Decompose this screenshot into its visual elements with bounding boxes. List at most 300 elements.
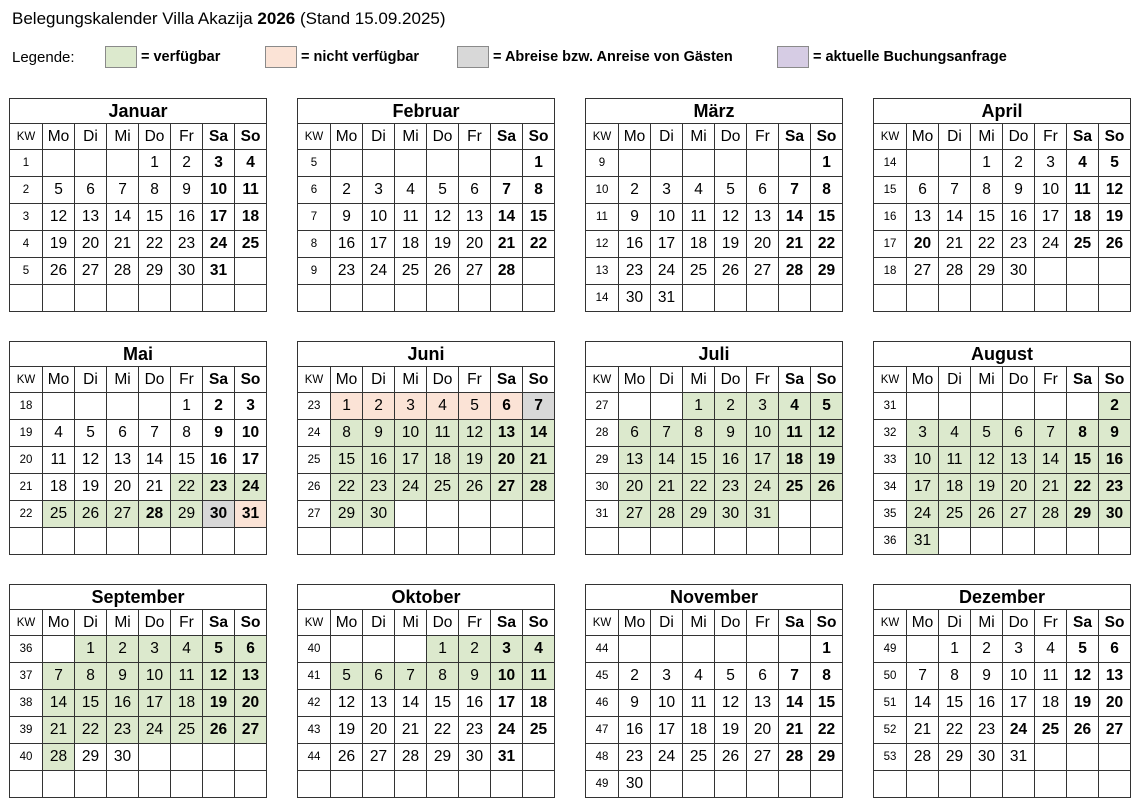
day-cell[interactable]: 2 bbox=[971, 636, 1003, 663]
day-cell[interactable]: 20 bbox=[363, 717, 395, 744]
day-cell[interactable]: 14 bbox=[395, 690, 427, 717]
day-cell[interactable]: 24 bbox=[747, 474, 779, 501]
day-cell[interactable]: 24 bbox=[235, 474, 267, 501]
day-cell[interactable]: 5 bbox=[331, 663, 363, 690]
day-cell[interactable]: 31 bbox=[491, 744, 523, 771]
day-cell[interactable]: 7 bbox=[651, 420, 683, 447]
day-cell[interactable]: 3 bbox=[651, 663, 683, 690]
day-cell[interactable]: 3 bbox=[1035, 150, 1067, 177]
day-cell[interactable]: 17 bbox=[139, 690, 171, 717]
day-cell[interactable]: 27 bbox=[907, 258, 939, 285]
day-cell[interactable]: 13 bbox=[491, 420, 523, 447]
day-cell[interactable]: 24 bbox=[1035, 231, 1067, 258]
day-cell[interactable]: 7 bbox=[779, 177, 811, 204]
day-cell[interactable]: 3 bbox=[651, 177, 683, 204]
day-cell[interactable]: 10 bbox=[1035, 177, 1067, 204]
day-cell[interactable]: 4 bbox=[683, 177, 715, 204]
day-cell[interactable]: 26 bbox=[971, 501, 1003, 528]
day-cell[interactable]: 16 bbox=[971, 690, 1003, 717]
day-cell[interactable]: 10 bbox=[907, 447, 939, 474]
day-cell[interactable]: 8 bbox=[331, 420, 363, 447]
day-cell[interactable]: 10 bbox=[747, 420, 779, 447]
day-cell[interactable]: 7 bbox=[395, 663, 427, 690]
day-cell[interactable]: 4 bbox=[43, 420, 75, 447]
day-cell[interactable]: 3 bbox=[235, 393, 267, 420]
day-cell[interactable]: 7 bbox=[139, 420, 171, 447]
day-cell[interactable]: 9 bbox=[459, 663, 491, 690]
day-cell[interactable]: 8 bbox=[523, 177, 555, 204]
day-cell[interactable]: 21 bbox=[491, 231, 523, 258]
day-cell[interactable]: 6 bbox=[459, 177, 491, 204]
day-cell[interactable]: 8 bbox=[1067, 420, 1099, 447]
day-cell[interactable]: 17 bbox=[235, 447, 267, 474]
day-cell[interactable]: 28 bbox=[491, 258, 523, 285]
day-cell[interactable]: 22 bbox=[171, 474, 203, 501]
day-cell[interactable]: 29 bbox=[139, 258, 171, 285]
day-cell[interactable]: 22 bbox=[523, 231, 555, 258]
day-cell[interactable]: 7 bbox=[43, 663, 75, 690]
day-cell[interactable]: 3 bbox=[491, 636, 523, 663]
day-cell[interactable]: 12 bbox=[1099, 177, 1131, 204]
day-cell[interactable]: 22 bbox=[939, 717, 971, 744]
day-cell[interactable]: 2 bbox=[1099, 393, 1131, 420]
day-cell[interactable]: 21 bbox=[395, 717, 427, 744]
day-cell[interactable]: 16 bbox=[619, 717, 651, 744]
day-cell[interactable]: 15 bbox=[331, 447, 363, 474]
day-cell[interactable]: 8 bbox=[139, 177, 171, 204]
day-cell[interactable]: 26 bbox=[331, 744, 363, 771]
day-cell[interactable]: 25 bbox=[523, 717, 555, 744]
day-cell[interactable]: 19 bbox=[971, 474, 1003, 501]
day-cell[interactable]: 9 bbox=[203, 420, 235, 447]
day-cell[interactable]: 4 bbox=[1035, 636, 1067, 663]
day-cell[interactable]: 6 bbox=[75, 177, 107, 204]
day-cell[interactable]: 15 bbox=[811, 690, 843, 717]
day-cell[interactable]: 5 bbox=[1099, 150, 1131, 177]
day-cell[interactable]: 16 bbox=[331, 231, 363, 258]
day-cell[interactable]: 1 bbox=[683, 393, 715, 420]
day-cell[interactable]: 20 bbox=[107, 474, 139, 501]
day-cell[interactable]: 24 bbox=[203, 231, 235, 258]
day-cell[interactable]: 4 bbox=[523, 636, 555, 663]
day-cell[interactable]: 21 bbox=[907, 717, 939, 744]
day-cell[interactable]: 28 bbox=[651, 501, 683, 528]
day-cell[interactable]: 28 bbox=[907, 744, 939, 771]
day-cell[interactable]: 23 bbox=[1099, 474, 1131, 501]
day-cell[interactable]: 5 bbox=[971, 420, 1003, 447]
day-cell[interactable]: 8 bbox=[171, 420, 203, 447]
day-cell[interactable]: 3 bbox=[395, 393, 427, 420]
day-cell[interactable]: 18 bbox=[683, 231, 715, 258]
day-cell[interactable]: 28 bbox=[939, 258, 971, 285]
day-cell[interactable]: 24 bbox=[651, 258, 683, 285]
day-cell[interactable]: 23 bbox=[203, 474, 235, 501]
day-cell[interactable]: 22 bbox=[1067, 474, 1099, 501]
day-cell[interactable]: 9 bbox=[363, 420, 395, 447]
day-cell[interactable]: 20 bbox=[1099, 690, 1131, 717]
day-cell[interactable]: 4 bbox=[779, 393, 811, 420]
day-cell[interactable]: 1 bbox=[75, 636, 107, 663]
day-cell[interactable]: 2 bbox=[619, 663, 651, 690]
day-cell[interactable]: 23 bbox=[715, 474, 747, 501]
day-cell[interactable]: 24 bbox=[139, 717, 171, 744]
day-cell[interactable]: 19 bbox=[427, 231, 459, 258]
day-cell[interactable]: 27 bbox=[459, 258, 491, 285]
day-cell[interactable]: 4 bbox=[1067, 150, 1099, 177]
day-cell[interactable]: 18 bbox=[779, 447, 811, 474]
day-cell[interactable]: 17 bbox=[203, 204, 235, 231]
day-cell[interactable]: 7 bbox=[107, 177, 139, 204]
day-cell[interactable]: 21 bbox=[779, 717, 811, 744]
day-cell[interactable]: 9 bbox=[715, 420, 747, 447]
day-cell[interactable]: 22 bbox=[811, 717, 843, 744]
day-cell[interactable]: 30 bbox=[619, 285, 651, 312]
day-cell[interactable]: 12 bbox=[427, 204, 459, 231]
day-cell[interactable]: 8 bbox=[811, 663, 843, 690]
day-cell[interactable]: 3 bbox=[747, 393, 779, 420]
day-cell[interactable]: 30 bbox=[459, 744, 491, 771]
day-cell[interactable]: 26 bbox=[811, 474, 843, 501]
day-cell[interactable]: 1 bbox=[939, 636, 971, 663]
day-cell[interactable]: 6 bbox=[1003, 420, 1035, 447]
day-cell[interactable]: 13 bbox=[747, 690, 779, 717]
day-cell[interactable]: 17 bbox=[907, 474, 939, 501]
day-cell[interactable]: 10 bbox=[651, 690, 683, 717]
day-cell[interactable]: 28 bbox=[779, 744, 811, 771]
day-cell[interactable]: 17 bbox=[747, 447, 779, 474]
day-cell[interactable]: 16 bbox=[1099, 447, 1131, 474]
day-cell[interactable]: 26 bbox=[427, 258, 459, 285]
day-cell[interactable]: 11 bbox=[171, 663, 203, 690]
day-cell[interactable]: 3 bbox=[907, 420, 939, 447]
day-cell[interactable]: 9 bbox=[619, 690, 651, 717]
day-cell[interactable]: 19 bbox=[811, 447, 843, 474]
day-cell[interactable]: 8 bbox=[811, 177, 843, 204]
day-cell[interactable]: 27 bbox=[747, 744, 779, 771]
day-cell[interactable]: 19 bbox=[203, 690, 235, 717]
day-cell[interactable]: 10 bbox=[203, 177, 235, 204]
day-cell[interactable]: 4 bbox=[171, 636, 203, 663]
day-cell[interactable]: 27 bbox=[363, 744, 395, 771]
day-cell[interactable]: 7 bbox=[491, 177, 523, 204]
day-cell[interactable]: 15 bbox=[171, 447, 203, 474]
day-cell[interactable]: 31 bbox=[1003, 744, 1035, 771]
day-cell[interactable]: 15 bbox=[971, 204, 1003, 231]
day-cell[interactable]: 23 bbox=[619, 744, 651, 771]
day-cell[interactable]: 18 bbox=[523, 690, 555, 717]
day-cell[interactable]: 20 bbox=[491, 447, 523, 474]
day-cell[interactable]: 5 bbox=[715, 663, 747, 690]
day-cell[interactable]: 11 bbox=[523, 663, 555, 690]
day-cell[interactable]: 28 bbox=[1035, 501, 1067, 528]
day-cell[interactable]: 12 bbox=[715, 204, 747, 231]
day-cell[interactable]: 9 bbox=[619, 204, 651, 231]
day-cell[interactable]: 19 bbox=[75, 474, 107, 501]
day-cell[interactable]: 25 bbox=[427, 474, 459, 501]
day-cell[interactable]: 16 bbox=[715, 447, 747, 474]
day-cell[interactable]: 26 bbox=[1099, 231, 1131, 258]
day-cell[interactable]: 30 bbox=[107, 744, 139, 771]
day-cell[interactable]: 1 bbox=[811, 150, 843, 177]
day-cell[interactable]: 10 bbox=[235, 420, 267, 447]
day-cell[interactable]: 23 bbox=[363, 474, 395, 501]
day-cell[interactable]: 1 bbox=[139, 150, 171, 177]
day-cell[interactable]: 31 bbox=[651, 285, 683, 312]
day-cell[interactable]: 2 bbox=[715, 393, 747, 420]
day-cell[interactable]: 12 bbox=[715, 690, 747, 717]
day-cell[interactable]: 15 bbox=[75, 690, 107, 717]
day-cell[interactable]: 19 bbox=[43, 231, 75, 258]
day-cell[interactable]: 11 bbox=[683, 690, 715, 717]
day-cell[interactable]: 24 bbox=[651, 744, 683, 771]
day-cell[interactable]: 28 bbox=[395, 744, 427, 771]
day-cell[interactable]: 1 bbox=[171, 393, 203, 420]
day-cell[interactable]: 23 bbox=[171, 231, 203, 258]
day-cell[interactable]: 29 bbox=[1067, 501, 1099, 528]
day-cell[interactable]: 3 bbox=[1003, 636, 1035, 663]
day-cell[interactable]: 24 bbox=[395, 474, 427, 501]
day-cell[interactable]: 13 bbox=[363, 690, 395, 717]
day-cell[interactable]: 29 bbox=[75, 744, 107, 771]
day-cell[interactable]: 22 bbox=[811, 231, 843, 258]
day-cell[interactable]: 29 bbox=[971, 258, 1003, 285]
day-cell[interactable]: 24 bbox=[491, 717, 523, 744]
day-cell[interactable]: 24 bbox=[1003, 717, 1035, 744]
day-cell[interactable]: 29 bbox=[811, 744, 843, 771]
day-cell[interactable]: 31 bbox=[907, 528, 939, 555]
day-cell[interactable]: 10 bbox=[139, 663, 171, 690]
day-cell[interactable]: 12 bbox=[971, 447, 1003, 474]
day-cell[interactable]: 7 bbox=[939, 177, 971, 204]
day-cell[interactable]: 11 bbox=[395, 204, 427, 231]
day-cell[interactable]: 13 bbox=[1099, 663, 1131, 690]
day-cell[interactable]: 13 bbox=[75, 204, 107, 231]
day-cell[interactable]: 14 bbox=[139, 447, 171, 474]
day-cell[interactable]: 30 bbox=[619, 771, 651, 798]
day-cell[interactable]: 9 bbox=[1099, 420, 1131, 447]
day-cell[interactable]: 9 bbox=[107, 663, 139, 690]
day-cell[interactable]: 14 bbox=[107, 204, 139, 231]
day-cell[interactable]: 10 bbox=[651, 204, 683, 231]
day-cell[interactable]: 7 bbox=[523, 393, 555, 420]
day-cell[interactable]: 3 bbox=[203, 150, 235, 177]
day-cell[interactable]: 28 bbox=[139, 501, 171, 528]
day-cell[interactable]: 5 bbox=[75, 420, 107, 447]
day-cell[interactable]: 7 bbox=[907, 663, 939, 690]
day-cell[interactable]: 16 bbox=[171, 204, 203, 231]
day-cell[interactable]: 14 bbox=[779, 690, 811, 717]
day-cell[interactable]: 12 bbox=[1067, 663, 1099, 690]
day-cell[interactable]: 13 bbox=[619, 447, 651, 474]
day-cell[interactable]: 1 bbox=[427, 636, 459, 663]
day-cell[interactable]: 13 bbox=[459, 204, 491, 231]
day-cell[interactable]: 23 bbox=[107, 717, 139, 744]
day-cell[interactable]: 5 bbox=[43, 177, 75, 204]
day-cell[interactable]: 31 bbox=[203, 258, 235, 285]
day-cell[interactable]: 11 bbox=[1035, 663, 1067, 690]
day-cell[interactable]: 20 bbox=[75, 231, 107, 258]
day-cell[interactable]: 14 bbox=[651, 447, 683, 474]
day-cell[interactable]: 15 bbox=[811, 204, 843, 231]
day-cell[interactable]: 18 bbox=[171, 690, 203, 717]
day-cell[interactable]: 5 bbox=[203, 636, 235, 663]
day-cell[interactable]: 21 bbox=[1035, 474, 1067, 501]
day-cell[interactable]: 20 bbox=[747, 231, 779, 258]
day-cell[interactable]: 3 bbox=[363, 177, 395, 204]
day-cell[interactable]: 30 bbox=[171, 258, 203, 285]
day-cell[interactable]: 15 bbox=[939, 690, 971, 717]
day-cell[interactable]: 27 bbox=[491, 474, 523, 501]
day-cell[interactable]: 8 bbox=[971, 177, 1003, 204]
day-cell[interactable]: 21 bbox=[939, 231, 971, 258]
day-cell[interactable]: 5 bbox=[1067, 636, 1099, 663]
day-cell[interactable]: 14 bbox=[491, 204, 523, 231]
day-cell[interactable]: 5 bbox=[715, 177, 747, 204]
day-cell[interactable]: 23 bbox=[459, 717, 491, 744]
day-cell[interactable]: 4 bbox=[235, 150, 267, 177]
day-cell[interactable]: 27 bbox=[75, 258, 107, 285]
day-cell[interactable]: 14 bbox=[1035, 447, 1067, 474]
day-cell[interactable]: 21 bbox=[779, 231, 811, 258]
day-cell[interactable]: 18 bbox=[683, 717, 715, 744]
day-cell[interactable]: 26 bbox=[715, 744, 747, 771]
day-cell[interactable]: 30 bbox=[1003, 258, 1035, 285]
day-cell[interactable]: 12 bbox=[203, 663, 235, 690]
day-cell[interactable]: 18 bbox=[235, 204, 267, 231]
day-cell[interactable]: 25 bbox=[779, 474, 811, 501]
day-cell[interactable]: 29 bbox=[939, 744, 971, 771]
day-cell[interactable]: 4 bbox=[427, 393, 459, 420]
day-cell[interactable]: 24 bbox=[363, 258, 395, 285]
day-cell[interactable]: 2 bbox=[1003, 150, 1035, 177]
day-cell[interactable]: 30 bbox=[1099, 501, 1131, 528]
day-cell[interactable]: 19 bbox=[331, 717, 363, 744]
day-cell[interactable]: 16 bbox=[203, 447, 235, 474]
day-cell[interactable]: 27 bbox=[1099, 717, 1131, 744]
day-cell[interactable]: 28 bbox=[779, 258, 811, 285]
day-cell[interactable]: 6 bbox=[907, 177, 939, 204]
day-cell[interactable]: 27 bbox=[747, 258, 779, 285]
day-cell[interactable]: 18 bbox=[939, 474, 971, 501]
day-cell[interactable]: 5 bbox=[811, 393, 843, 420]
day-cell[interactable]: 9 bbox=[971, 663, 1003, 690]
day-cell[interactable]: 11 bbox=[427, 420, 459, 447]
day-cell[interactable]: 4 bbox=[939, 420, 971, 447]
day-cell[interactable]: 28 bbox=[43, 744, 75, 771]
day-cell[interactable]: 21 bbox=[139, 474, 171, 501]
day-cell[interactable]: 11 bbox=[683, 204, 715, 231]
day-cell[interactable]: 28 bbox=[523, 474, 555, 501]
day-cell[interactable]: 5 bbox=[427, 177, 459, 204]
day-cell[interactable]: 13 bbox=[747, 204, 779, 231]
day-cell[interactable]: 9 bbox=[331, 204, 363, 231]
day-cell[interactable]: 15 bbox=[1067, 447, 1099, 474]
day-cell[interactable]: 11 bbox=[235, 177, 267, 204]
day-cell[interactable]: 23 bbox=[971, 717, 1003, 744]
day-cell[interactable]: 25 bbox=[43, 501, 75, 528]
day-cell[interactable]: 18 bbox=[1067, 204, 1099, 231]
day-cell[interactable]: 13 bbox=[235, 663, 267, 690]
day-cell[interactable]: 19 bbox=[715, 717, 747, 744]
day-cell[interactable]: 12 bbox=[75, 447, 107, 474]
day-cell[interactable]: 10 bbox=[395, 420, 427, 447]
day-cell[interactable]: 21 bbox=[43, 717, 75, 744]
day-cell[interactable]: 9 bbox=[1003, 177, 1035, 204]
day-cell[interactable]: 20 bbox=[1003, 474, 1035, 501]
day-cell[interactable]: 23 bbox=[331, 258, 363, 285]
day-cell[interactable]: 27 bbox=[619, 501, 651, 528]
day-cell[interactable]: 15 bbox=[523, 204, 555, 231]
day-cell[interactable]: 27 bbox=[1003, 501, 1035, 528]
day-cell[interactable]: 20 bbox=[907, 231, 939, 258]
day-cell[interactable]: 2 bbox=[171, 150, 203, 177]
day-cell[interactable]: 12 bbox=[811, 420, 843, 447]
day-cell[interactable]: 6 bbox=[107, 420, 139, 447]
day-cell[interactable]: 1 bbox=[811, 636, 843, 663]
day-cell[interactable]: 29 bbox=[427, 744, 459, 771]
day-cell[interactable]: 22 bbox=[427, 717, 459, 744]
day-cell[interactable]: 26 bbox=[203, 717, 235, 744]
day-cell[interactable]: 29 bbox=[811, 258, 843, 285]
day-cell[interactable]: 6 bbox=[1099, 636, 1131, 663]
day-cell[interactable]: 8 bbox=[75, 663, 107, 690]
day-cell[interactable]: 31 bbox=[747, 501, 779, 528]
day-cell[interactable]: 19 bbox=[1067, 690, 1099, 717]
day-cell[interactable]: 30 bbox=[363, 501, 395, 528]
day-cell[interactable]: 29 bbox=[683, 501, 715, 528]
day-cell[interactable]: 10 bbox=[363, 204, 395, 231]
day-cell[interactable]: 2 bbox=[331, 177, 363, 204]
day-cell[interactable]: 25 bbox=[235, 231, 267, 258]
day-cell[interactable]: 16 bbox=[363, 447, 395, 474]
day-cell[interactable]: 2 bbox=[459, 636, 491, 663]
day-cell[interactable]: 4 bbox=[683, 663, 715, 690]
day-cell[interactable]: 17 bbox=[363, 231, 395, 258]
day-cell[interactable]: 6 bbox=[747, 177, 779, 204]
day-cell[interactable]: 29 bbox=[331, 501, 363, 528]
day-cell[interactable]: 22 bbox=[75, 717, 107, 744]
day-cell[interactable]: 15 bbox=[427, 690, 459, 717]
day-cell[interactable]: 1 bbox=[971, 150, 1003, 177]
day-cell[interactable]: 11 bbox=[43, 447, 75, 474]
day-cell[interactable]: 30 bbox=[971, 744, 1003, 771]
day-cell[interactable]: 12 bbox=[459, 420, 491, 447]
day-cell[interactable]: 17 bbox=[651, 717, 683, 744]
day-cell[interactable]: 23 bbox=[619, 258, 651, 285]
day-cell[interactable]: 25 bbox=[1067, 231, 1099, 258]
day-cell[interactable]: 14 bbox=[779, 204, 811, 231]
day-cell[interactable]: 7 bbox=[779, 663, 811, 690]
day-cell[interactable]: 23 bbox=[1003, 231, 1035, 258]
day-cell[interactable]: 22 bbox=[683, 474, 715, 501]
day-cell[interactable]: 11 bbox=[779, 420, 811, 447]
day-cell[interactable]: 26 bbox=[459, 474, 491, 501]
day-cell[interactable]: 8 bbox=[683, 420, 715, 447]
day-cell[interactable]: 13 bbox=[1003, 447, 1035, 474]
day-cell[interactable]: 20 bbox=[235, 690, 267, 717]
day-cell[interactable]: 25 bbox=[939, 501, 971, 528]
day-cell[interactable]: 30 bbox=[715, 501, 747, 528]
day-cell[interactable]: 22 bbox=[139, 231, 171, 258]
day-cell[interactable]: 18 bbox=[395, 231, 427, 258]
day-cell[interactable]: 25 bbox=[1035, 717, 1067, 744]
day-cell[interactable]: 14 bbox=[523, 420, 555, 447]
day-cell[interactable]: 22 bbox=[331, 474, 363, 501]
day-cell[interactable]: 18 bbox=[427, 447, 459, 474]
day-cell[interactable]: 6 bbox=[491, 393, 523, 420]
day-cell[interactable]: 6 bbox=[619, 420, 651, 447]
day-cell[interactable]: 2 bbox=[619, 177, 651, 204]
